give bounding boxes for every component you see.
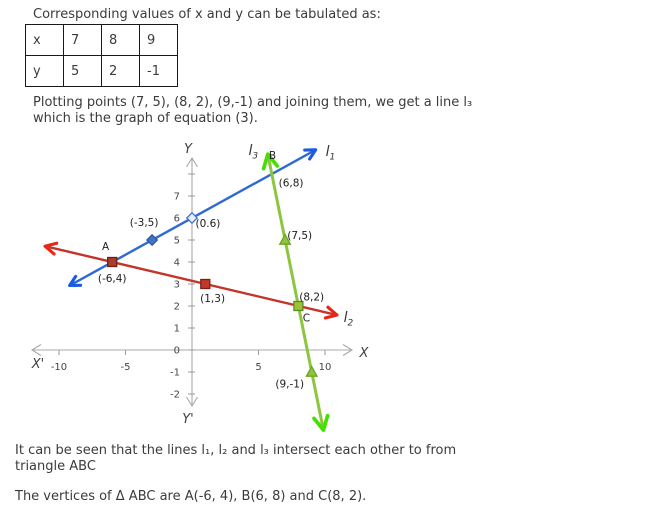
svg-text:5: 5 xyxy=(173,235,180,247)
plotting-text-line1: Plotting points (7, 5), (8, 2), (9,-1) and joining them, we get a line l₃ xyxy=(33,95,473,110)
x-neg-axis-label: X' xyxy=(31,357,45,372)
triangle-marker xyxy=(306,367,317,377)
svg-text:3: 3 xyxy=(173,279,180,291)
xy-value-table xyxy=(25,24,178,87)
svg-text:0: 0 xyxy=(173,345,180,357)
intersect-text-line2: triangle ABC xyxy=(15,459,96,474)
plotting-text xyxy=(33,95,472,127)
line-label-l1: $l_1$ xyxy=(325,144,336,163)
vertices-text: The vertices of Δ ABC are A(-6, 4), B(6, 8) and C(8, 2). xyxy=(15,489,367,504)
svg-text:7: 7 xyxy=(173,191,180,203)
svg-text:2: 2 xyxy=(173,301,180,313)
svg-text:-1: -1 xyxy=(170,367,180,379)
diamond-marker xyxy=(147,235,157,245)
square-marker xyxy=(201,280,210,289)
y-neg-axis-label: Y' xyxy=(182,412,194,427)
point-labels xyxy=(98,177,324,390)
svg-text:-5: -5 xyxy=(120,362,131,373)
svg-text:10: 10 xyxy=(318,362,332,373)
point-label: (7,5) xyxy=(287,230,313,243)
table-cell: 5 xyxy=(64,56,102,87)
point-label: (1,3) xyxy=(200,292,226,305)
table-cell: x xyxy=(26,25,64,56)
line-label-l3: $l_3$ xyxy=(248,142,259,162)
table-cell: y xyxy=(26,56,64,87)
table-cell: 9 xyxy=(140,25,178,56)
point-label: (-3,5) xyxy=(129,216,159,229)
plotting-text-line2: which is the graph of equation (3). xyxy=(33,111,258,126)
y-axis-label: Y xyxy=(184,142,192,157)
svg-text:-10: -10 xyxy=(50,362,68,373)
point-label: (-6,4) xyxy=(97,273,127,285)
table-cell: 2 xyxy=(102,56,140,87)
svg-text:1: 1 xyxy=(173,323,180,335)
svg-text:4: 4 xyxy=(173,257,180,269)
table-cell: 8 xyxy=(102,25,140,56)
table-row-x xyxy=(26,25,178,56)
intro-text: Corresponding values of x and y can be tabulated as: xyxy=(33,7,381,22)
svg-text:-2: -2 xyxy=(170,389,180,401)
vertex-label-B: B xyxy=(268,149,277,162)
svg-text:6: 6 xyxy=(173,213,180,225)
point-label: (0.6) xyxy=(195,218,221,230)
point-label: (8,2) xyxy=(299,291,325,304)
x-axis-label: X xyxy=(359,346,369,361)
vertex-label-C: C xyxy=(302,312,311,325)
svg-text:5: 5 xyxy=(255,362,262,373)
table-row-y xyxy=(26,56,178,87)
coordinate-graph xyxy=(30,140,375,440)
table-cell: -1 xyxy=(140,56,178,87)
intersect-text-line1: It can be seen that the lines l₁, l₂ and l₃ intersect each other to from xyxy=(15,443,457,458)
vertex-label-A: A xyxy=(101,241,110,254)
point-label: (9,-1) xyxy=(275,378,305,391)
square-marker xyxy=(108,258,117,267)
point-label: (6,8) xyxy=(278,177,304,190)
intersect-text xyxy=(15,443,456,475)
table-cell: 7 xyxy=(64,25,102,56)
line-label-l2: $l_2$ xyxy=(343,310,354,329)
